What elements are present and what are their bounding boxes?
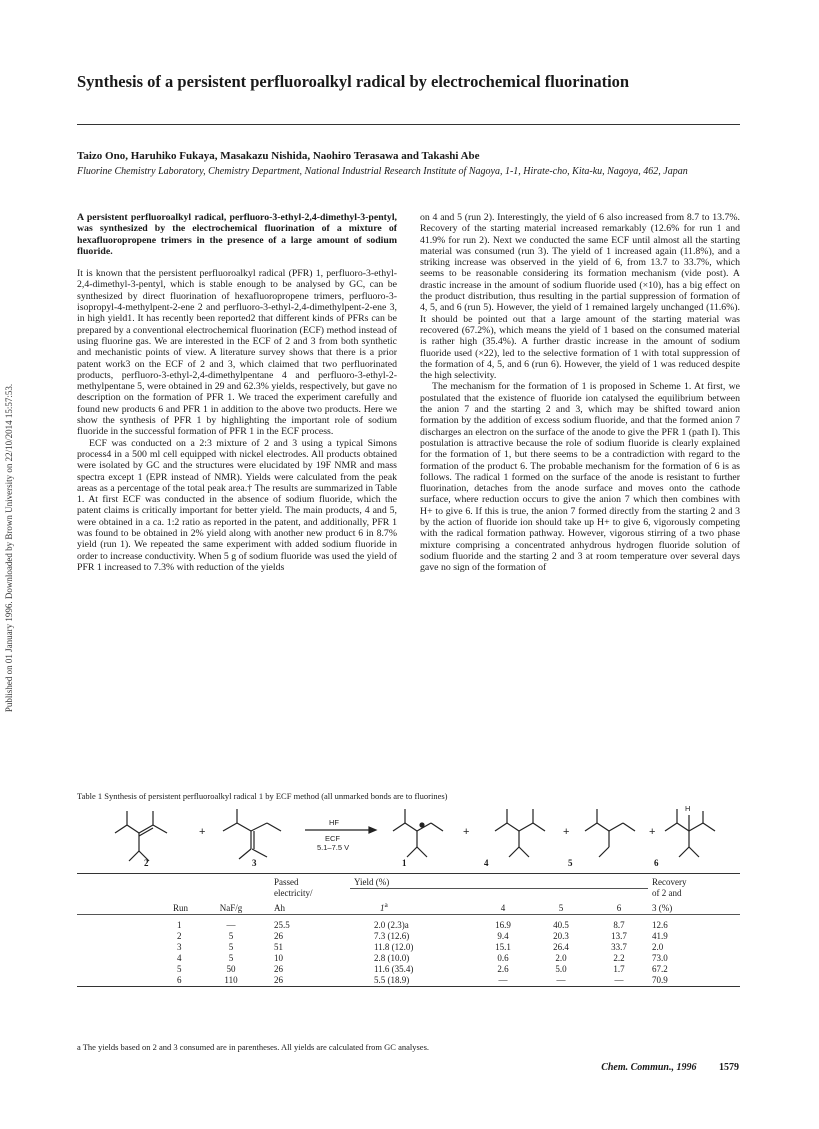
article-title: Synthesis of a persistent perfluoroalkyl radical by electrochemical fluorination [77,72,630,91]
download-note: Published on 01 January 1996. Downloaded by Brown University on 22/10/2014 15:57:53. [4,383,14,713]
left-column [77,212,397,573]
structure-4 [495,809,545,857]
table-row: 6 110 26 5.5 (18.9) — — — 70.9 [77,975,740,987]
table-top-rule [77,873,740,874]
download-watermark [2,270,16,830]
header-passed: Passed [274,877,299,887]
reaction-scheme [77,803,740,873]
header-passed: electricity/ [274,888,313,898]
body-paragraph: It is known that the persistent perfluoroalkyl radical (PFR) 1, perfluoro-3-ethyl-2,4-dimethyl-3-pentyl, which is stable enough to be analysed by GC, can be synthesized by direct fluorination of hexafluoropropene trimers, perfluoro-3-isopropyl-4-methylpent-2-ene 2 and perfluoro-3-ethyl-2,4-dimethylpent-2-ene 3, in high yield1. It has recently been reported2 that different kinds of PFRs can be prepared by a conventional electrochemical fluorination (ECF) method instead of using fluorine gas. We are interested in the ECF of 2 and 3 from both synthetic and mechanistic points of view. A literature survey shows that there is a prior patent work3 on the ECF of 2 and 3, which claimed that two perfluorinated products, perfluoro-3-ethyl-2,4-dimethylpentane 4 and perfluoro-3-ethyl-2-methylpentane 5, were obtained in 29 and 62.3% yields, respectively, but gave no description on the formation of PFR 1. We traced the experiment carefully and found new products 6 and PFR 1 in addition to the above two products. Here we show the synthesis of PFR 1 by highlighting the important role of sodium fluoride in the successful formation of PFR 1 in the ECF process. [77,268,397,438]
compound-label: 6 [654,858,659,868]
title-rule [77,124,740,125]
compound-label: 4 [484,858,489,868]
header-product-4: 4 [500,903,506,913]
results-table [77,876,740,987]
journal-reference: Chem. Commun., 1996 [601,1062,697,1073]
header-product-5: 5 [558,903,564,913]
structure-5 [585,809,635,857]
authors: Taizo Ono, Haruhiko Fukaya, Masakazu Nishida, Naohiro Terasawa and Takashi Abe [77,150,480,162]
structure-2 [115,811,167,861]
header-run: Run [173,903,189,913]
structure-3 [223,809,281,859]
table-row: 4 5 10 2.8 (10.0) 0.6 2.0 2.2 73.0 [177,953,668,963]
table-row: 5 50 26 11.6 (35.4) 2.6 5.0 1.7 67.2 [177,964,668,974]
body-paragraph: The mechanism for the formation of 1 is proposed in Scheme 1. At first, we postulated that the existence of fluoride ion catalysed the equilibrium between the anion 7 and the starting 2 and 3, which may be shifted toward anion formation by the addition of excess sodium fluoride, and that the formed anion 7 discharges an electron on the surface of the anode to give the PFR 1 (path I). This postulation is attractive because the role of sodium fluoride is clearly explained for the formation of 1, but there seems to be a contradiction with regard to the formation of the product 6. The probable mechanism for the formation of 6 is as follows. The radical 1 formed on the surface of the anode is resistant to further fluorination, detaches from the anode surface and moves onto the cathode surface, where reduction occurs to give the anion 7 which then combines with H+ to give 6. If this is true, the anion 7 formed directly from the starting 2 and 3 by the action of fluoride ion should take up H+ to give 6, vigorously competing with the radical formation pathway. However, vigorous stirring of a two phase mixture comprising a concentrated anhydrous hydrogen fluoride solution of sodium fluoride and the starting 2 and 3 at room temperature over several days gave no sign of the formation of [420,381,740,574]
reagent-voltage: 5.1–7.5 V [317,843,350,852]
header-recovery: of 2 and [652,888,682,898]
compound-label: 1 [402,858,407,868]
structure-6 [665,809,715,857]
compound-label: 3 [252,858,257,868]
plus-sign: + [463,826,470,838]
affiliation: Fluorine Chemistry Laboratory, Chemistry Department, National Industrial Research Institute of Nagoya, 1-1, Hirate-cho, Kita-ku, Nagoya, 462, Japan [77,166,688,177]
table-row: 1 — 25.5 2.0 (2.3)a 16.9 40.5 8.7 12.6 [177,920,668,930]
body-paragraph: ECF was conducted on a 2:3 mixture of 2 and 3 using a typical Simons process4 in a 500 ml cell equipped with nickel electrodes. All products obtained were isolated by GC and the structures were elucidated by 19F NMR and mass spectra except 1 (EPR instead of NMR). Yields were calculated from the peak areas as a percentage of the total peak area.† The results are summarized in Table 1. At first ECF was conducted in the absence of sodium fluoride, which the patent claims is critically important for better yield. The main products, 4 and 5, were obtained in a ca. 1:2 ratio as reported in the patent, and additionally, PFR 1 was found to be obtained in 2% yield along with another new product 6 in 8.7% yield (run 1). We repeated the same experiment with added sodium fluoride in order to increase conductivity. When 5 g of sodium fluoride was used the yield of PFR 1 increased to 7.3% with reduction of the yields [77,437,397,573]
table-caption: Table 1 Synthesis of persistent perfluoroalkyl radical 1 by ECF method (all unmarked bonds are to fluorines) [77,791,448,801]
table-row: 3 5 51 11.8 (12.0) 15.1 26.4 33.7 2.0 [177,942,664,952]
header-product-1: 1$^a$ [380,900,388,913]
page-footer [601,1062,739,1073]
table-row: 2 5 26 7.3 (12.6) 9.4 20.3 13.7 41.9 [177,931,668,941]
plus-sign: + [563,826,570,838]
header-recovery: Recovery [652,877,687,887]
header-passed: Ah [274,903,286,913]
radical-dot [420,823,424,827]
header-recovery: 3 (%) [652,903,673,913]
plus-sign: + [199,826,206,838]
compound-label: 5 [568,858,573,868]
header-naf: NaF/g [219,903,243,913]
reagent-hf: HF [329,818,339,827]
compound-label: 2 [144,858,149,868]
structure-1 [393,809,443,857]
reagent-ecf: ECF [325,834,340,843]
page-number: 1579 [719,1062,739,1073]
abstract: A persistent perfluoroalkyl radical, perfluoro-3-ethyl-2,4-dimethyl-3-pentyl, was synthesized by the electrochemical fluorination of a mixture of hexafluoropropene trimers in the presence of a large amount of sodium fluoride. [77,212,397,257]
header-product-6: 6 [616,903,622,913]
table-footnote: a The yields based on 2 and 3 consumed are in parentheses. All yields are calculated from GC analyses. [77,1042,430,1052]
hydrogen-label: H [685,804,691,813]
body-paragraph: on 4 and 5 (run 2). Interestingly, the yield of 6 also increased from 8.7 to 13.7%. Recovery of the starting material increased remarkably (12.6% for run 1 and 41.9% for run 2). Next we conducted the same ECF until almost all the starting material was consumed (run 3). The yield of 1 increased again (11.8%), and a striking increase was observed in the yield of 6, from 13.7 to 33.7%, which seems to be reasonable considering its formation mechanism (vide post). A drastic increase in the amount of sodium fluoride used (×10), has a big effect on the product distribution, thus resulting in the partial suppression of formation of 4, 5, and 6 (run 5). However, the yield of 1 remained largely unchanged (11.6%). It should be pointed out that a large amount of the starting material was recovered (67.2%), which means the yield of 1 based on the consumed material is rather high (35.4%). A further drastic increase in the amount of sodium fluoride used (×22), led to the selective formation of 1 with total suppression of the formation of 4, 5, and 6 (run 6). However, the yield of 1 was reduced despite the high selectivity. [420,212,740,382]
right-column [420,212,740,574]
plus-sign: + [649,826,656,838]
reaction-arrow [305,827,376,833]
header-yield: Yield (%) [350,876,648,888]
